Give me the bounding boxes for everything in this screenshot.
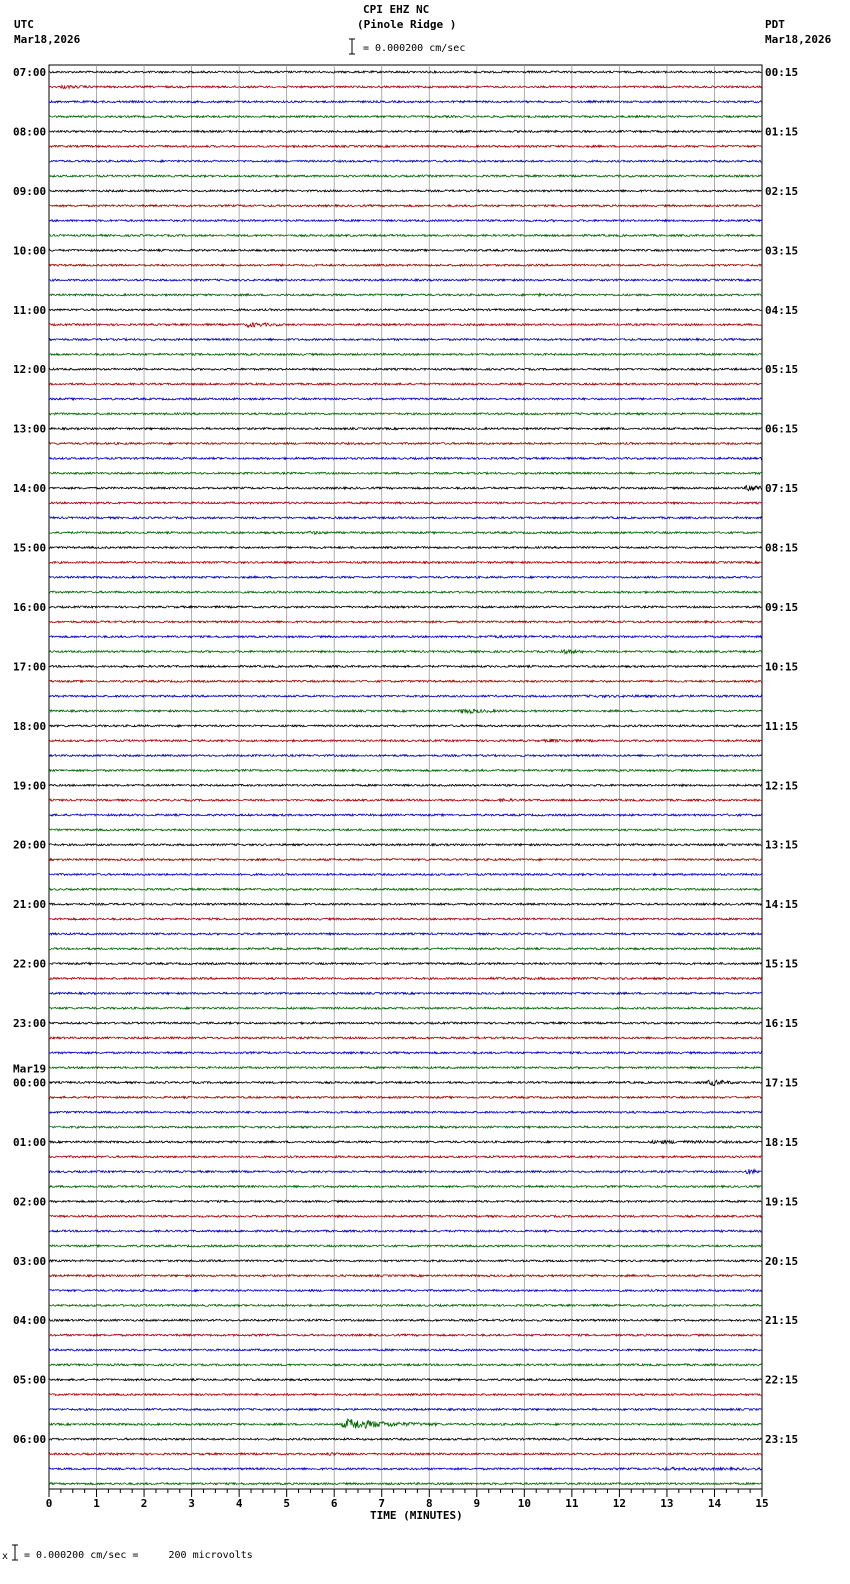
seismic-trace — [49, 977, 762, 979]
x-axis-title: TIME (MINUTES) — [370, 1509, 463, 1522]
x-tick-label: 3 — [188, 1497, 195, 1510]
left-hour-label: 07:00 — [13, 66, 47, 79]
seismic-trace — [49, 175, 762, 177]
left-hour-label: 19:00 — [13, 779, 47, 793]
x-tick-label: 14 — [707, 1497, 722, 1510]
seismic-trace — [49, 234, 762, 236]
right-hour-label: 09:15 — [765, 600, 799, 614]
seismic-trace — [49, 948, 762, 950]
seismic-trace — [49, 547, 762, 549]
seismic-trace — [49, 650, 762, 654]
seismic-trace — [49, 294, 762, 297]
x-tick-label: 1 — [93, 1497, 100, 1510]
seismic-trace — [49, 621, 762, 623]
seismic-trace — [49, 1245, 762, 1247]
left-hour-label: 14:00 — [13, 482, 47, 496]
x-tick-label: 0 — [45, 1497, 53, 1510]
seismic-trace — [49, 933, 762, 935]
seismic-trace — [49, 576, 762, 578]
left-hour-label: 15:00 — [13, 541, 47, 555]
seismic-trace — [49, 279, 762, 281]
left-hour-label: 04:00 — [13, 1314, 47, 1328]
seismic-trace — [49, 992, 762, 994]
seismic-trace — [49, 1260, 762, 1262]
seismic-trace — [49, 755, 762, 757]
seismic-trace — [49, 249, 762, 251]
x-tick-label: 7 — [378, 1497, 386, 1510]
seismic-trace — [49, 1022, 762, 1024]
right-hour-label: 04:15 — [765, 303, 799, 317]
footer-marker: x — [2, 1551, 9, 1562]
seismic-trace — [49, 1111, 762, 1113]
seismic-trace — [49, 368, 762, 370]
left-hour-label: 21:00 — [13, 898, 47, 912]
seismic-trace — [49, 1467, 762, 1470]
right-hour-label: 01:15 — [765, 125, 799, 139]
seismic-trace — [49, 383, 762, 385]
seismic-trace — [49, 844, 762, 846]
seismic-trace — [49, 1067, 762, 1069]
left-hour-label: 22:00 — [13, 957, 47, 971]
date-change-label: Mar19 — [13, 1062, 47, 1076]
seismic-trace — [49, 1438, 762, 1440]
seismic-trace — [49, 709, 762, 713]
x-tick-label: 9 — [473, 1497, 481, 1510]
seismic-trace — [49, 695, 762, 697]
right-hour-label: 07:15 — [765, 482, 799, 496]
seismic-trace — [49, 1394, 762, 1396]
seismic-trace — [49, 1419, 762, 1429]
left-hour-label: 09:00 — [13, 184, 47, 198]
x-axis — [46, 1489, 769, 1510]
right-hour-label: 05:15 — [765, 363, 799, 377]
right-hour-label: 22:15 — [765, 1373, 799, 1387]
seismic-trace — [49, 1186, 762, 1188]
seismic-trace — [49, 829, 762, 831]
seismic-trace — [49, 561, 762, 563]
x-tick-label: 10 — [517, 1497, 531, 1510]
x-tick-label: 8 — [425, 1497, 433, 1510]
seismic-trace — [49, 963, 762, 965]
seismic-trace — [49, 309, 762, 311]
seismic-trace — [49, 1304, 762, 1306]
footer-scale-note: = 0.000200 cm/sec = 200 microvolts — [24, 1550, 253, 1561]
seismic-trace — [49, 531, 762, 534]
right-hour-label: 18:15 — [765, 1135, 799, 1149]
x-tick-label: 2 — [140, 1497, 148, 1510]
seismic-trace — [49, 264, 762, 266]
seismic-trace — [49, 1037, 762, 1039]
seismic-trace — [49, 502, 762, 504]
seismic-trace — [49, 1200, 762, 1202]
right-hour-label: 06:15 — [765, 422, 799, 436]
left-hour-label: 16:00 — [13, 600, 47, 614]
seismic-trace — [49, 1290, 762, 1292]
seismic-trace — [49, 1379, 762, 1381]
seismic-trace — [49, 888, 762, 890]
seismic-trace — [49, 1334, 762, 1336]
seismic-trace — [49, 338, 762, 340]
seismic-trace — [49, 1169, 762, 1174]
seismic-trace — [49, 918, 762, 920]
seismic-trace — [49, 1052, 762, 1054]
x-tick-label: 4 — [235, 1497, 243, 1510]
right-hour-label: 21:15 — [765, 1314, 799, 1328]
seismic-trace — [49, 1215, 762, 1217]
seismic-trace — [49, 859, 762, 861]
right-hour-label: 16:15 — [765, 1017, 799, 1031]
seismic-trace — [49, 398, 762, 400]
left-hour-label: 06:00 — [13, 1433, 47, 1447]
seismic-trace — [49, 1126, 762, 1128]
seismic-trace — [49, 606, 762, 608]
x-tick-label: 6 — [330, 1497, 338, 1510]
right-hour-label: 10:15 — [765, 660, 799, 674]
seismic-trace — [49, 1364, 762, 1366]
seismic-trace — [49, 873, 762, 875]
seismic-trace — [49, 190, 762, 192]
footer-scale-bar-icon — [10, 1544, 20, 1562]
right-date: Mar18,2026 — [765, 33, 832, 46]
seismic-trace — [49, 428, 762, 430]
x-tick-label: 15 — [755, 1497, 769, 1510]
right-hour-label: 20:15 — [765, 1254, 799, 1268]
left-hour-label: 18:00 — [13, 719, 47, 733]
seismic-trace — [49, 472, 762, 474]
right-hour-label: 17:15 — [765, 1076, 799, 1090]
seismic-trace — [49, 1349, 762, 1351]
seismic-trace — [49, 220, 762, 222]
right-hour-label: 00:15 — [765, 66, 799, 79]
scale-label: = 0.000200 cm/sec — [363, 43, 466, 54]
seismic-trace — [49, 1156, 762, 1158]
x-tick-label: 5 — [283, 1497, 290, 1510]
seismic-trace — [49, 680, 762, 682]
seismic-trace — [49, 769, 762, 771]
left-hour-label: 23:00 — [13, 1017, 47, 1031]
left-hour-label: 02:00 — [13, 1195, 47, 1209]
seismic-trace — [49, 457, 762, 459]
seismic-trace — [49, 413, 762, 415]
seismic-trace — [49, 145, 762, 147]
left-hour-label: 01:00 — [13, 1135, 47, 1149]
seismic-trace — [49, 798, 762, 801]
right-timezone: PDT — [765, 18, 785, 31]
x-tick-label: 12 — [612, 1497, 627, 1510]
left-hour-label: 05:00 — [13, 1373, 47, 1387]
left-hour-label: 20:00 — [13, 838, 47, 852]
left-hour-label: 00:00 — [13, 1076, 47, 1090]
seismic-trace — [49, 725, 762, 727]
trace-layer — [49, 71, 762, 1485]
right-hour-label: 19:15 — [765, 1195, 799, 1209]
left-timezone: UTC — [14, 18, 34, 31]
seismic-trace — [49, 323, 762, 327]
right-hour-label: 13:15 — [765, 838, 799, 852]
seismic-trace — [49, 101, 762, 103]
seismic-trace — [49, 784, 762, 786]
left-hour-label: 11:00 — [13, 303, 47, 317]
seismic-trace — [49, 1408, 762, 1410]
seismic-trace — [49, 665, 762, 667]
seismic-trace — [49, 591, 762, 593]
seismic-trace — [49, 1080, 762, 1085]
x-tick-label: 11 — [565, 1497, 579, 1510]
seismic-trace — [49, 1483, 762, 1485]
seismic-trace — [49, 353, 762, 355]
seismic-trace — [49, 160, 762, 162]
right-hour-label: 15:15 — [765, 957, 799, 971]
seismic-trace — [49, 1319, 762, 1321]
seismic-trace — [49, 71, 762, 73]
seismic-trace — [49, 85, 762, 88]
right-hour-label: 02:15 — [765, 184, 799, 198]
seismic-trace — [49, 1096, 762, 1098]
left-date: Mar18,2026 — [14, 33, 81, 46]
left-hour-label: 17:00 — [13, 660, 47, 674]
right-hour-label: 12:15 — [765, 779, 799, 793]
right-hour-label: 23:15 — [765, 1433, 799, 1447]
seismic-trace — [49, 1140, 762, 1143]
station-title: CPI EHZ NC — [363, 3, 430, 16]
seismic-trace — [49, 1275, 762, 1277]
left-hour-label: 08:00 — [13, 125, 47, 139]
seismic-trace — [49, 517, 762, 519]
seismic-trace — [49, 130, 762, 132]
left-hour-label: 12:00 — [13, 363, 47, 377]
left-hour-label: 03:00 — [13, 1254, 47, 1268]
right-hour-label: 03:15 — [765, 244, 799, 258]
seismic-trace — [49, 443, 762, 445]
x-tick-label: 13 — [660, 1497, 674, 1510]
seismic-trace — [49, 1452, 762, 1455]
right-hour-label: 11:15 — [765, 719, 799, 733]
site-title: (Pinole Ridge ) — [357, 18, 457, 31]
seismic-trace — [49, 485, 762, 490]
seismic-trace — [49, 814, 762, 816]
seismic-trace — [49, 205, 762, 207]
seismic-trace — [49, 116, 762, 118]
left-hour-label: 13:00 — [13, 422, 47, 436]
right-hour-label: 08:15 — [765, 541, 799, 555]
seismic-trace — [49, 635, 762, 638]
seismic-trace — [49, 1007, 762, 1009]
right-hour-label: 14:15 — [765, 898, 799, 912]
seismic-trace — [49, 1230, 762, 1232]
left-hour-label: 10:00 — [13, 244, 47, 258]
seismic-trace — [49, 903, 762, 905]
seismic-trace — [49, 739, 762, 742]
